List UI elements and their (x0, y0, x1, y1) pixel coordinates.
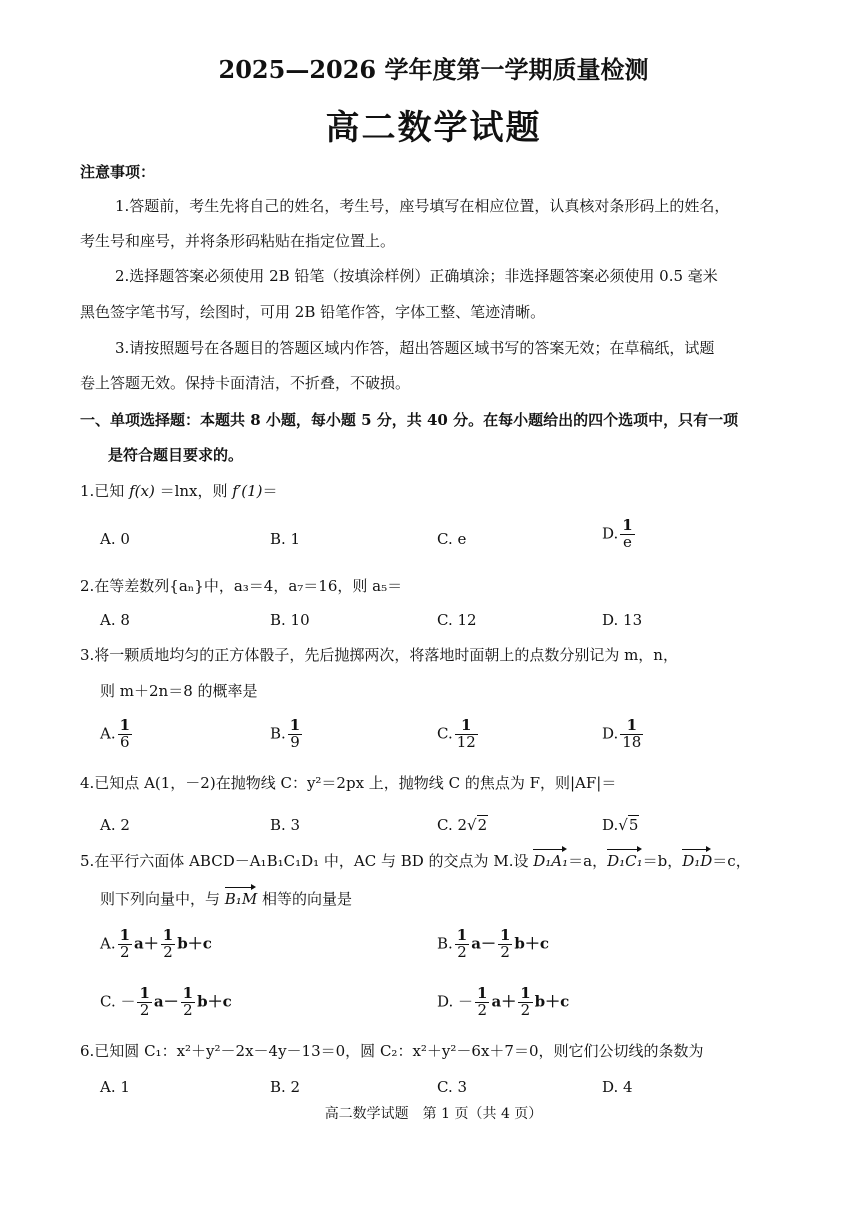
question-6-option-c: C. 3 (437, 1078, 468, 1096)
question-3-option-c: C. $\frac{1}{12}$ (437, 716, 476, 751)
question-6-stem: 6.已知圆 C₁：x²＋y²－2x－4y－13＝0，圆 C₂：x²＋y²－6x＋7＝0，则它们公切线的条数为 (80, 1042, 704, 1060)
question-5-option-c: C. － $\frac{1}{2}$ a－ $\frac{1}{2}$ b＋c (100, 984, 232, 1019)
question-3-option-d: D. $\frac{1}{18}$ (602, 716, 642, 751)
question-6-option-a: A. 1 (100, 1078, 130, 1096)
exam-term-heading: 2025—2026 学年度第一学期质量检测 (218, 55, 649, 84)
question-5-option-d: D. － $\frac{1}{2}$ a＋ $\frac{1}{2}$ b＋c (437, 984, 570, 1019)
question-3-stem-line-2: 则 m＋2n＝8 的概率是 (100, 682, 258, 700)
question-4-option-b: B. 3 (270, 816, 301, 834)
question-4-option-a: A. 2 (100, 816, 130, 834)
question-3-option-b: B. $\frac{1}{9}$ (270, 716, 301, 751)
notice-item-3-line-2: 卷上答题无效。保持卡面清洁，不折叠，不破损。 (80, 374, 411, 392)
notice-item-2-line-2: 黑色签字笔书写，绘图时，可用 2B 铅笔作答，字体工整、笔迹清晰。 (80, 303, 546, 321)
notice-heading: 注意事项： (80, 163, 156, 181)
question-4-stem: 4.已知点 A(1，－2)在抛物线 C：y²＝2px 上，抛物线 C 的焦点为 F，则|AF|＝ (80, 774, 617, 792)
notice-item-1-line-2: 考生号和座号，并将条形码粘贴在指定位置上。 (80, 232, 396, 250)
question-6-option-d: D. 4 (602, 1078, 633, 1096)
notice-item-3-line-1: 3.请按照题号在各题目的答题区域内作答，超出答题区域书写的答案无效；在草稿纸，试题 (115, 339, 715, 357)
question-2-option-c: C. 12 (437, 611, 477, 629)
question-1-option-a: A. 0 (100, 530, 130, 548)
question-5-stem-line-1: 5.在平行六面体 ABCD－A₁B₁C₁D₁ 中，AC 与 BD 的交点为 M.设 D₁A₁＝a，D₁C₁＝b，D₁D＝c， (80, 852, 751, 870)
question-2-stem: 2.在等差数列{aₙ}中，a₃＝4，a₇＝16，则 a₅＝ (80, 577, 403, 595)
question-2-option-b: B. 10 (270, 611, 310, 629)
question-3-stem-line-1: 3.将一颗质地均匀的正方体骰子，先后抛掷两次，将落地时面朝上的点数分别记为 m，n， (80, 646, 678, 664)
question-2-option-d: D. 13 (602, 611, 643, 629)
question-1-option-c: C. e (437, 530, 467, 548)
question-6-option-b: B. 2 (270, 1078, 301, 1096)
question-2-option-a: A. 8 (100, 611, 130, 629)
section-1-heading-line-2: 是符合题目要求的。 (108, 446, 244, 464)
notice-item-1-line-1: 1.答题前，考生先将自己的姓名，考生号，座号填写在相应位置，认真核对条形码上的姓名， (115, 197, 730, 215)
question-4-option-c: C. 2√2 (437, 816, 488, 834)
page-title: 高二数学试题 (325, 108, 542, 148)
page-footer: 高二数学试题 第 1 页（共 4 页） (324, 1106, 543, 1122)
question-3-option-a: A. $\frac{1}{6}$ (100, 716, 131, 751)
notice-item-2-line-1: 2.选择题答案必须使用 2B 铅笔（按填涂样例）正确填涂；非选择题答案必须使用 0.5 毫米 (115, 267, 718, 285)
question-1-option-d: D. $\frac{1}{e}$ (602, 516, 633, 551)
section-1-heading-line-1: 一、单项选择题：本题共 8 小题，每小题 5 分，共 40 分。在每小题给出的四个选项中，只有一项 (80, 411, 739, 429)
question-5-option-b: B. $\frac{1}{2}$ a－ $\frac{1}{2}$ b＋c (437, 926, 550, 961)
question-1-option-b: B. 1 (270, 530, 301, 548)
question-5-option-a: A. $\frac{1}{2}$ a＋ $\frac{1}{2}$ b＋c (100, 926, 212, 961)
question-1-stem: 1.已知 f(x) ＝lnx，则 f′(1)＝ (80, 482, 278, 500)
question-5-stem-line-2: 则下列向量中，与 B₁M 相等的向量是 (100, 890, 352, 908)
question-4-option-d: D.√5 (602, 816, 639, 834)
